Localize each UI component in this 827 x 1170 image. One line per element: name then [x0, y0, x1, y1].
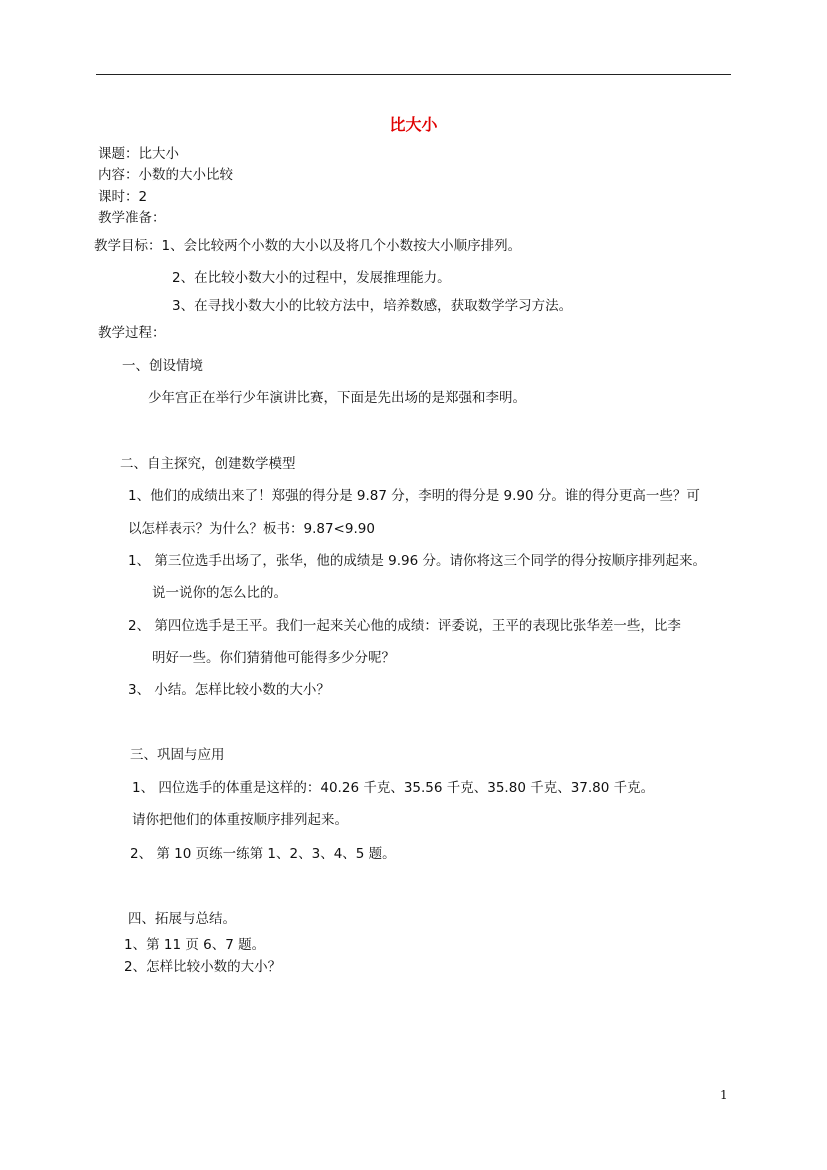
section-1-paragraph: 少年宫正在举行少年演讲比赛，下面是先出场的是郑强和李明。 [148, 390, 526, 406]
section-4-item-1: 1、第 11 页 6、7 题。 [124, 937, 266, 953]
section-2-item-1-line-1: 1、他们的成绩出来了！郑强的得分是 9.87 分，李明的得分是 9.90 分。谁的得分更高一些？可 [128, 488, 700, 504]
section-2-item-2-line-2: 说一说你的怎么比的。 [152, 585, 287, 601]
section-2-heading: 二、自主探究，创建数学模型 [120, 456, 296, 472]
section-2-item-1-line-2: 以怎样表示？为什么？板书：9.87<9.90 [128, 521, 375, 537]
section-3-item-1-line-1: 1、 四位选手的体重是这样的：40.26 千克、35.56 千克、35.80 千克、37.80 千克。 [132, 780, 655, 796]
section-2-item-3-line-1: 2、 第四位选手是王平。我们一起来关心他的成绩：评委说，王平的表现比张华差一些，比李 [128, 618, 681, 634]
goal-line-2: 2、在比较小数大小的过程中，发展推理能力。 [172, 270, 451, 286]
header-rule [96, 74, 731, 75]
topic-line: 课题：比大小 [98, 146, 179, 162]
section-2-item-2-line-1: 1、 第三位选手出场了，张华，他的成绩是 9.96 分。请你将这三个同学的得分按顺序排列起来。 [128, 553, 707, 569]
section-4-item-2: 2、怎样比较小数的大小？ [124, 959, 282, 975]
section-4-heading: 四、拓展与总结。 [128, 911, 236, 927]
goal-line-1: 教学目标：1、会比较两个小数的大小以及将几个小数按大小顺序排列。 [94, 238, 522, 254]
goal-line-3: 3、在寻找小数大小的比较方法中，培养数感，获取数学学习方法。 [172, 298, 573, 314]
content-line: 内容：小数的大小比较 [98, 167, 233, 183]
section-2-item-4: 3、 小结。怎样比较小数的大小？ [128, 682, 330, 698]
prep-line: 教学准备： [98, 210, 166, 226]
section-3-heading: 三、巩固与应用 [130, 747, 225, 763]
page-number: 1 [720, 1088, 728, 1102]
section-2-item-3-line-2: 明好一些。你们猜猜他可能得多少分呢？ [152, 650, 395, 666]
section-3-item-2: 2、 第 10 页练一练第 1、2、3、4、5 题。 [130, 846, 396, 862]
section-1-heading: 一、创设情境 [122, 358, 203, 374]
process-heading: 教学过程： [98, 325, 166, 341]
section-3-item-1-line-2: 请你把他们的体重按顺序排列起来。 [132, 812, 348, 828]
page-title: 比大小 [389, 115, 438, 134]
hours-line: 课时：2 [98, 189, 148, 205]
